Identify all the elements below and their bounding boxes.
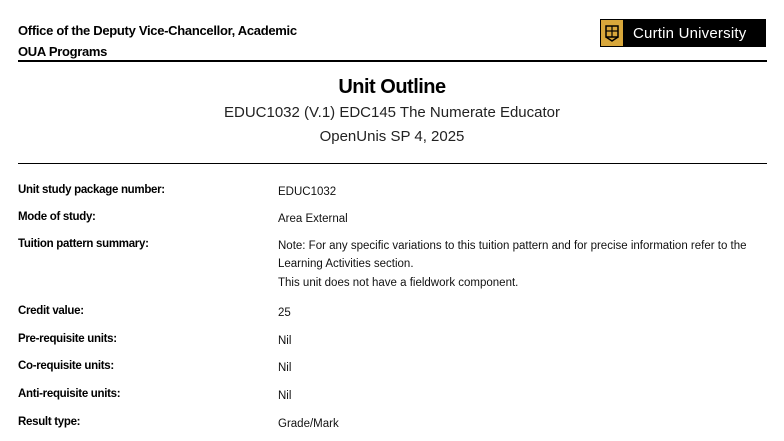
field-label: Co-requisite units: <box>18 360 114 372</box>
field-value: Area External <box>278 213 348 225</box>
field-label: Mode of study: <box>18 211 96 223</box>
field-value: Nil <box>278 362 292 374</box>
document-header <box>18 20 297 62</box>
header-divider <box>18 60 767 62</box>
field-label: Credit value: <box>18 305 84 317</box>
field-value: Grade/Mark <box>278 418 339 430</box>
field-label: Unit study package number: <box>18 184 165 196</box>
program-name: OUA Programs <box>18 44 108 59</box>
field-label: Result type: <box>18 416 81 428</box>
field-value: Nil <box>278 390 292 402</box>
field-label: Tuition pattern summary: <box>18 238 149 250</box>
study-period: OpenUnis SP 4, 2025 <box>319 128 465 145</box>
tuition-note: Note: For any specific variations to this tuition pattern and for precise information refer to the Learning Activities section. <box>278 240 747 270</box>
field-value: Nil <box>278 335 292 347</box>
field-value: EDUC1032 <box>278 186 337 198</box>
unit-code-title: EDUC1032 (V.1) EDC145 The Numerate Educator <box>223 104 560 121</box>
page-title: Unit Outline <box>338 76 446 98</box>
field-value: 25 <box>278 307 291 319</box>
field-label: Anti-requisite units: <box>18 388 121 400</box>
logo-text: Curtin University <box>633 24 747 42</box>
section-divider <box>18 163 767 164</box>
field-value <box>278 238 778 293</box>
curtin-logo <box>600 19 766 47</box>
crest-icon <box>601 20 623 46</box>
field-label: Pre-requisite units: <box>18 333 117 345</box>
fieldwork-note: This unit does not have a fieldwork component. <box>278 277 519 289</box>
office-name: Office of the Deputy Vice-Chancellor, Academic <box>18 23 297 38</box>
